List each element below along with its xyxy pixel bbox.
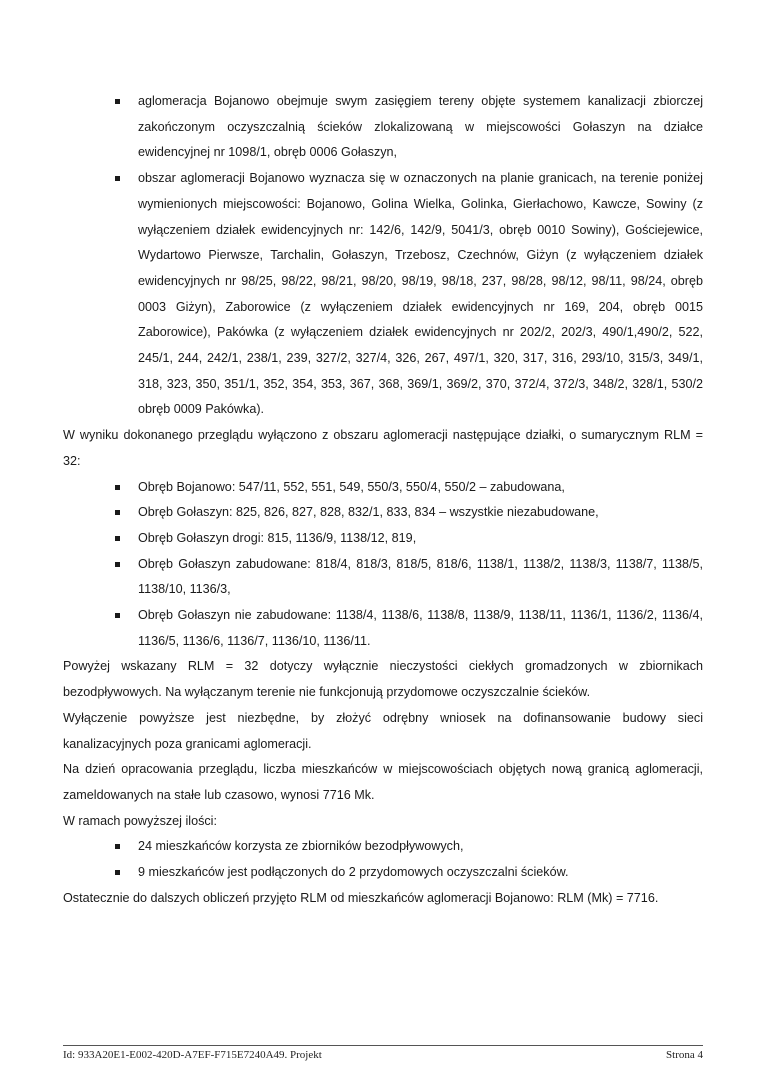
bullet-icon [115, 510, 120, 515]
list-item [63, 166, 703, 423]
agglomeration-scope-list [63, 89, 703, 423]
paragraph-rlm: Powyżej wskazany RLM = 32 dotyczy wyłącznie nieczystości ciekłych gromadzonych w zbiornikach bezodpływowych. Na wyłączanym terenie nie funkcjonują przydomowe oczyszczalnie ścieków. [63, 659, 703, 700]
bullet-icon [115, 99, 120, 104]
residents-breakdown-list [63, 834, 703, 885]
excluded-plots-list [63, 475, 703, 655]
list-item-text: Obręb Gołaszyn: 825, 826, 827, 828, 832/1, 833, 834 – wszystkie niezabudowane, [138, 505, 599, 520]
list-item [63, 475, 703, 501]
bullet-icon [115, 176, 120, 181]
paragraph-reason: Wyłączenie powyższe jest niezbędne, by złożyć odrębny wniosek na dofinansowanie budowy sieci kanalizacyjnych poza granicami aglomeracji. [63, 710, 703, 751]
list-item-text: obszar aglomeracji Bojanowo wyznacza się w oznaczonych na planie granicach, na terenie poniżej wymienionych miejscowości: Bojanowo, Golina Wielka, Golinka, Gierłachowo, Kawcze, Sowiny (z wyłączeniem działek ewidencyjnych nr: 142/6, 142/9, 5041/3, obręb 0010 Sowiny), Gościejewice, Wydartowo Pierwsze, Tarchalin, Gołaszyn, Trzebosz, Czechnów, Giżyn (z wyłączeniem działek ewidencyjnych nr 98/25, 98/22, 98/21, 98/20, 98/19, 98/18, 237, 98/28, 98/12, 98/11, 98/24, obręb 0003 Giżyn), Zaborowice (z wyłączeniem działek ewidencyjnych nr 169, 204, obręb 0015 Zaborowice), Pakówka (z wyłączeniem działek ewidencyjnych nr 202/2, 202/3, 490/1,490/2, 522, 245/1, 244, 242/1, 238/1, 239, 327/2, 327/4, 326, 267, 497/1, 320, 317, 316, 293/10, 315/3, 349/1, 318, 323, 350, 351/1, 352, 354, 353, 367, 368, 369/1, 369/2, 370, 372/4, 372/3, 348/2, 328/1, 530/2 obręb 0009 Pakówka). [138, 171, 703, 417]
paragraph-residents: Na dzień opracowania przeglądu, liczba mieszkańców w miejscowościach objętych nową granicą aglomeracji, zameldowanych na stałe lub czasowo, wynosi 7716 Mk. [63, 762, 703, 802]
bullet-icon [115, 844, 120, 849]
bullet-icon [115, 613, 120, 618]
bullet-icon [115, 485, 120, 490]
list-item [63, 860, 703, 886]
list-item [63, 500, 703, 526]
list-item [63, 89, 703, 166]
list-item [63, 526, 703, 552]
list-item [63, 603, 703, 654]
document-id: Id: 933A20E1-E002-420D-A7EF-F715E7240A49. Projekt [63, 1049, 322, 1061]
list-item-text: 24 mieszkańców korzysta ze zbiorników bezodpływowych, [138, 839, 464, 854]
paragraph-excluded-intro: W wyniku dokonanego przeglądu wyłączono z obszaru aglomeracji następujące działki, o sumarycznym RLM = 32: [63, 428, 703, 468]
list-item [63, 834, 703, 860]
paragraph-within: W ramach powyższej ilości: [63, 813, 217, 828]
page-footer [63, 1049, 703, 1061]
list-item-text: Obręb Gołaszyn zabudowane: 818/4, 818/3, 818/5, 818/6, 1138/1, 1138/2, 1138/3, 1138/7, 1138/5, 1138/10, 1136/3, [138, 556, 703, 597]
bullet-icon [115, 536, 120, 541]
list-item [63, 552, 703, 603]
page-number: Strona 4 [666, 1049, 703, 1061]
list-item-text: Obręb Bojanowo: 547/11, 552, 551, 549, 550/3, 550/4, 550/2 – zabudowana, [138, 479, 565, 494]
list-item-text: Obręb Gołaszyn nie zabudowane: 1138/4, 1138/6, 1138/8, 1138/9, 1138/11, 1136/1, 1136/2, 1136/4, 1136/5, 1136/6, 1136/7, 1136/10, 1136/11. [138, 608, 703, 648]
list-item-text: Obręb Gołaszyn drogi: 815, 1136/9, 1138/12, 819, [138, 530, 417, 545]
bullet-icon [115, 562, 120, 567]
paragraph-final: Ostatecznie do dalszych obliczeń przyjęto RLM od mieszkańców aglomeracji Bojanowo: RLM (Mk) = 7716. [63, 890, 659, 905]
list-item-text: aglomeracja Bojanowo obejmuje swym zasięgiem tereny objęte systemem kanalizacji zbiorczej zakończonym oczyszczalnią ścieków zlokalizowaną w miejscowości Gołaszyn na działce ewidencyjnej nr 1098/1, obręb 0006 Gołaszyn, [138, 94, 703, 160]
document-body [63, 89, 703, 912]
list-item-text: 9 mieszkańców jest podłączonych do 2 przydomowych oczyszczalni ścieków. [138, 865, 569, 880]
bullet-icon [115, 870, 120, 875]
footer-divider [63, 1045, 703, 1046]
